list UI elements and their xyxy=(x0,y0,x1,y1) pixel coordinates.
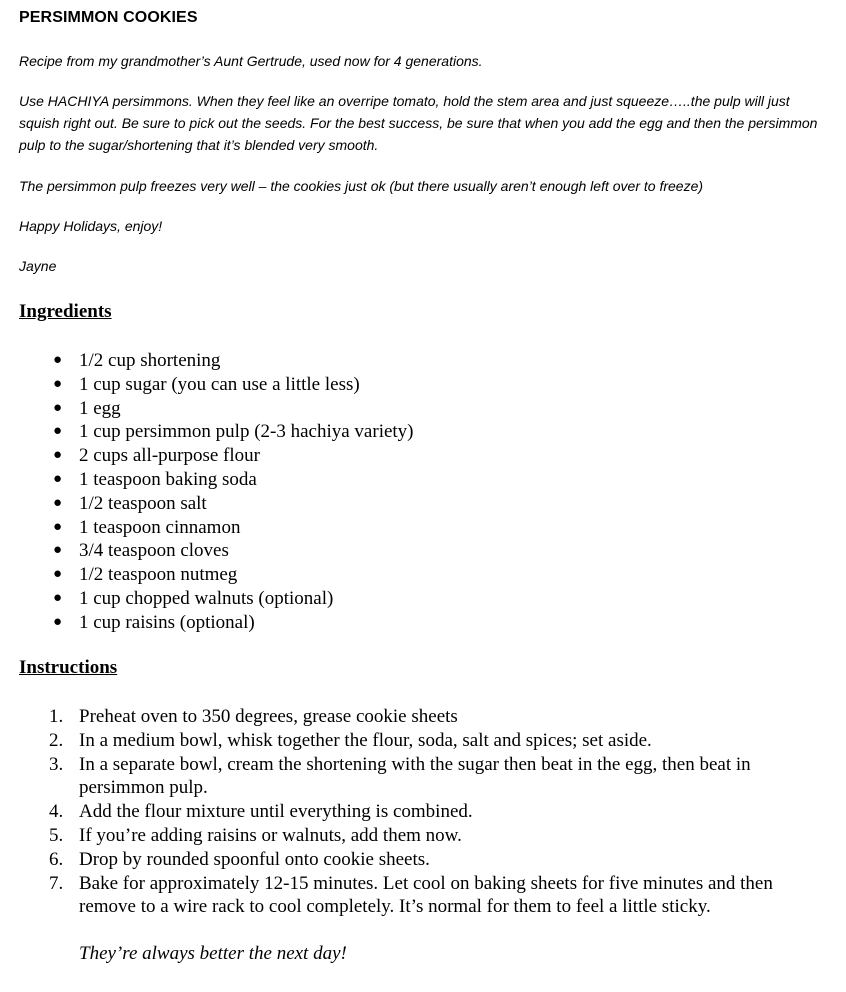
ingredient-text: 1/2 cup shortening xyxy=(79,350,221,371)
intro-freezing-note: The persimmon pulp freezes very well – the cookies just ok (but there usually aren’t enough left over to freeze) xyxy=(19,178,704,194)
step-number: 3. xyxy=(49,753,64,775)
ingredients-list xyxy=(0,349,414,635)
ingredient-item xyxy=(0,420,414,444)
step-text: Bake for approximately 12-15 minutes. Let cool on baking sheets for five minutes and then remove to a wire rack to cool completely. It’s normal for them to feel a little sticky. xyxy=(79,872,773,918)
step-text: Preheat oven to 350 degrees, grease cookie sheets xyxy=(79,706,458,727)
bullet-icon: ● xyxy=(53,494,63,511)
bullet-icon: ● xyxy=(53,589,63,606)
ingredient-item xyxy=(0,492,414,516)
step-number: 5. xyxy=(49,824,64,846)
bullet-icon: ● xyxy=(53,566,63,583)
intro-signature: Jayne xyxy=(19,258,57,274)
ingredients-heading: Ingredients xyxy=(19,301,112,322)
ingredient-text: 2 cups all-purpose flour xyxy=(79,445,260,467)
step-number: 6. xyxy=(49,848,64,870)
ingredient-text: 1 cup sugar (you can use a little less) xyxy=(79,373,360,395)
instruction-step xyxy=(0,729,800,753)
instructions-heading: Instructions xyxy=(19,657,118,678)
closing-note: They’re always better the next day! xyxy=(79,943,347,964)
ingredient-item xyxy=(0,468,414,492)
ingredient-text: 1/2 teaspoon nutmeg xyxy=(79,564,238,586)
bullet-icon: ● xyxy=(53,375,63,392)
ingredient-item xyxy=(0,563,414,587)
step-text: In a separate bowl, cream the shortening with the sugar then beat in the egg, then beat in persimmon pulp. xyxy=(79,753,751,799)
step-text: In a medium bowl, whisk together the flour, soda, salt and spices; set aside. xyxy=(79,729,652,751)
step-number: 1. xyxy=(49,706,64,727)
ingredient-item xyxy=(0,444,414,468)
ingredient-item xyxy=(0,397,414,421)
ingredient-item xyxy=(0,516,414,540)
bullet-icon: ● xyxy=(53,447,63,464)
ingredient-text: 1 cup persimmon pulp (2-3 hachiya variety) xyxy=(79,421,414,443)
intro-greeting: Happy Holidays, enjoy! xyxy=(19,218,163,234)
step-number: 4. xyxy=(49,801,64,823)
bullet-icon: ● xyxy=(53,470,63,487)
ingredient-text: 1 cup chopped walnuts (optional) xyxy=(79,587,334,609)
step-number: 7. xyxy=(49,872,64,894)
step-text: If you’re adding raisins or walnuts, add them now. xyxy=(79,824,462,846)
ingredient-text: 1 cup raisins (optional) xyxy=(79,611,255,633)
instruction-step xyxy=(0,872,800,920)
ingredient-item xyxy=(0,587,414,611)
intro-instructions-note: Use HACHIYA persimmons. When they feel like an overripe tomato, hold the stem area and just squeeze…..the pulp will just squish right out. Be sure to pick out the seeds. For the best success, be sure that when you add the egg and then the persimmon pulp to the sugar/shortening that it’s blended very smooth. xyxy=(19,93,818,153)
ingredient-item xyxy=(0,373,414,397)
instruction-step xyxy=(0,753,800,801)
bullet-icon: ● xyxy=(53,613,63,630)
step-text: Add the flour mixture until everything is combined. xyxy=(79,801,473,823)
instruction-step xyxy=(0,824,800,848)
ingredient-item xyxy=(0,349,414,373)
step-number: 2. xyxy=(49,729,64,751)
step-text: Drop by rounded spoonful onto cookie sheets. xyxy=(79,848,430,870)
instructions-list xyxy=(0,705,800,919)
ingredient-text: 1 teaspoon baking soda xyxy=(79,468,257,490)
bullet-icon: ● xyxy=(53,399,63,416)
instruction-step xyxy=(0,705,800,729)
instruction-step xyxy=(0,800,800,824)
ingredient-text: 1 egg xyxy=(79,397,121,419)
ingredient-text: 1/2 teaspoon salt xyxy=(79,492,207,514)
intro-origin: Recipe from my grandmother’s Aunt Gertrude, used now for 4 generations. xyxy=(19,53,483,69)
instruction-step xyxy=(0,848,800,872)
ingredient-text: 1 teaspoon cinnamon xyxy=(79,516,241,538)
bullet-icon: ● xyxy=(53,352,63,368)
ingredient-item xyxy=(0,611,414,635)
bullet-icon: ● xyxy=(53,518,63,535)
ingredient-item xyxy=(0,539,414,563)
bullet-icon: ● xyxy=(53,542,63,559)
recipe-title: PERSIMMON COOKIES xyxy=(19,9,198,26)
bullet-icon: ● xyxy=(53,423,63,440)
ingredient-text: 3/4 teaspoon cloves xyxy=(79,540,229,562)
